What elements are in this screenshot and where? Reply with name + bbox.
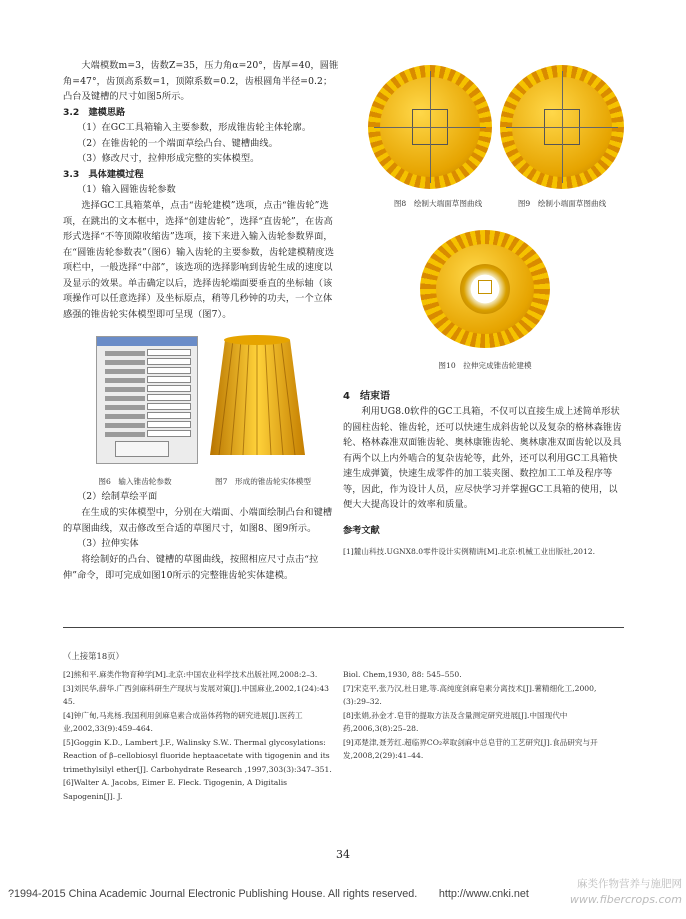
subheading-input-params: （1）输入圆锥齿轮参数	[77, 184, 176, 195]
reference-item: [7]宋克平,张乃汉,杜日建,等.高纯度剑麻皂素分离技术[J].薯精细化工,2000,(3):29–32.	[343, 683, 597, 706]
figure-9-caption: 图9 绘制小端面草图曲线	[517, 199, 607, 208]
reference-item: [2]熊和平.麻类作物育种学[M].北京:中国农业科学技术出版社网,2008:2–3.	[63, 670, 318, 679]
small-end-sketch-gear-image	[500, 65, 624, 189]
footer-copyright: ?1994-2015 China Academic Journal Electronic Publishing House. All rights reserved. http://www.cnki.net	[8, 888, 529, 900]
bevel-gear-model-image	[205, 330, 310, 465]
watermark-url: www.fibercrops.com	[569, 893, 682, 906]
extruded-bevel-gear-image	[420, 230, 550, 348]
reference-1: [1]麓山科技.UGNX8.0零件设计实例精讲[M].北京:机械工业出版社,2012.	[343, 547, 596, 556]
references-right-list	[343, 668, 623, 763]
step-item: （2）在锥齿轮的一个端面草绘凸台、键槽曲线。	[77, 137, 278, 149]
large-end-sketch-gear-image	[368, 65, 492, 189]
subheading-extrude: （3）拉伸实体	[77, 538, 139, 549]
reference-item: [5]Goggin K.D., Lambert J.F., Walinsky S.W.. Thermal glycosylations: Reaction of β–cellobiosyl fluoride heptaacetate with tigogenin and its trimethylsilyl ether[J]. Carbohydrate Research ,1997,303(3):347–351.	[63, 737, 332, 774]
references-title: 参考文献	[343, 525, 380, 536]
step-item: （1）在GC工具箱输入主要参数，形成锥齿轮主体轮廓。	[77, 122, 312, 133]
step-item: （3）修改尺寸，拉伸形成完整的实体模型。	[77, 153, 260, 164]
paragraph-conclusion: 利用UG8.0软件的GC工具箱，不仅可以直接生成上述简单形状的圆柱齿轮、锥齿轮，还可以快速生成斜齿轮以及复杂的格林森锥齿轮、格林森准双面锥齿轮、奥林康锥齿轮、奥林康准双面齿轮以及具有两个以上内外啮合的复杂齿轮等，此外，还可以利用GC工具箱快速生成弹簧，快速生成零件的加工装夹图、数控加工工单及程序等等，因此，作为设计人员，应尽快学习并掌握GC工具箱的使用，以便大大提高设计的效率和质量。	[343, 406, 622, 510]
figure-7-caption: 图7 形成的锥齿轮实体模型	[215, 477, 311, 486]
heading-3-3: 3.3 具体建模过程	[63, 169, 144, 180]
dialog-title-bar	[97, 337, 197, 346]
heading-4-conclusion: 4 结束语	[343, 391, 390, 402]
figure-10-caption: 图10 拉伸完成锥齿轮建模	[438, 361, 532, 370]
reference-item: [9]邓楚津,聂芳红.超临界CO₂萃取剑麻中总皂苷的工艺研究[J].食品研究与开发,2008,2(29):41–44.	[343, 737, 598, 760]
reference-item: [6]Walter A. Jacobs, Eimer E. Fleck. Tigogenin, A Digitalis Sapogenin[J]. J.	[63, 778, 288, 801]
reference-item: Biol. Chem,1930, 88: 545–550.	[343, 670, 462, 679]
watermark-text: 麻类作物营养与施肥网	[577, 878, 682, 890]
reference-item: [3]刘民华,薛华.广西剑麻科研生产现状与发展对策[J].中国麻业,2002,1(24):43 45.	[63, 683, 337, 706]
figure-8-caption: 图8 绘制大端面草图曲线	[393, 199, 483, 208]
paragraph-extrude: 将绘制好的凸台、键槽的草图曲线，按照相应尺寸点击“拉伸”命令，即可完成如图10所示的完整锥齿轮实体建模。	[63, 554, 319, 581]
gear-parameter-dialog-image	[96, 336, 198, 464]
continued-label: （上接第18页）	[63, 651, 124, 661]
heading-3-2: 3.2 建模思路	[63, 107, 126, 118]
paragraph-sketch: 在生成的实体模型中，分别在大端面、小端面绘制凸台和键槽的草图曲线，双击修改至合适的草图尺寸，如图8、图9所示。	[63, 507, 333, 534]
figure-6-caption: 图6 输入锥齿轮参数	[98, 477, 172, 486]
reference-item: [4]钟广甸,马兆杨.我国利用剑麻皂素合成甾体药物的研究进展[J].医药工业,2002,33(9):459–464.	[63, 710, 303, 733]
paragraph-procedure: 选择GC工具箱菜单，点击“齿轮建模”选项，点击“锥齿轮”选项，在跳出的文本框中，选择“创建齿轮”，选择“直齿轮”，在齿高形式选择“不等顶隙收缩齿”选项，接下来进入输入齿轮参数界面，在“圆锥齿轮参数表”（图6）输入齿轮的主要参数，齿轮建模精度选项栏中，一般选择“中部”，该选项的选择影响到齿轮生成的速度以及显示的效果。单击确定以后，选择齿轮端面要垂直的坐标轴（该项操作可以任意选择）及坐标原点，稍等几秒钟的功夫，一个立体感强的锥齿轮实体模型即可呈现（图7）。	[63, 200, 334, 320]
references-left-list	[63, 668, 337, 803]
subheading-sketch: （2）绘制草绘平面	[77, 491, 158, 502]
paragraph-parameters: 大端模数m=3，齿数Z=35，压力角α=20°，齿厚=40，圆锥角=47°，齿顶高系数=1，顶隙系数=0.2，齿根圆角半径=0.2；凸台及键槽的尺寸如图5所示。	[63, 60, 339, 102]
reference-item: [8]张娟,孙金才.皂苷的提取方法及含量测定研究进展[J].中国现代中药,2006,3(8):25–28.	[343, 710, 568, 733]
page-number: 34	[336, 848, 350, 861]
section-divider	[63, 627, 624, 628]
step-list-3-2	[77, 120, 339, 167]
